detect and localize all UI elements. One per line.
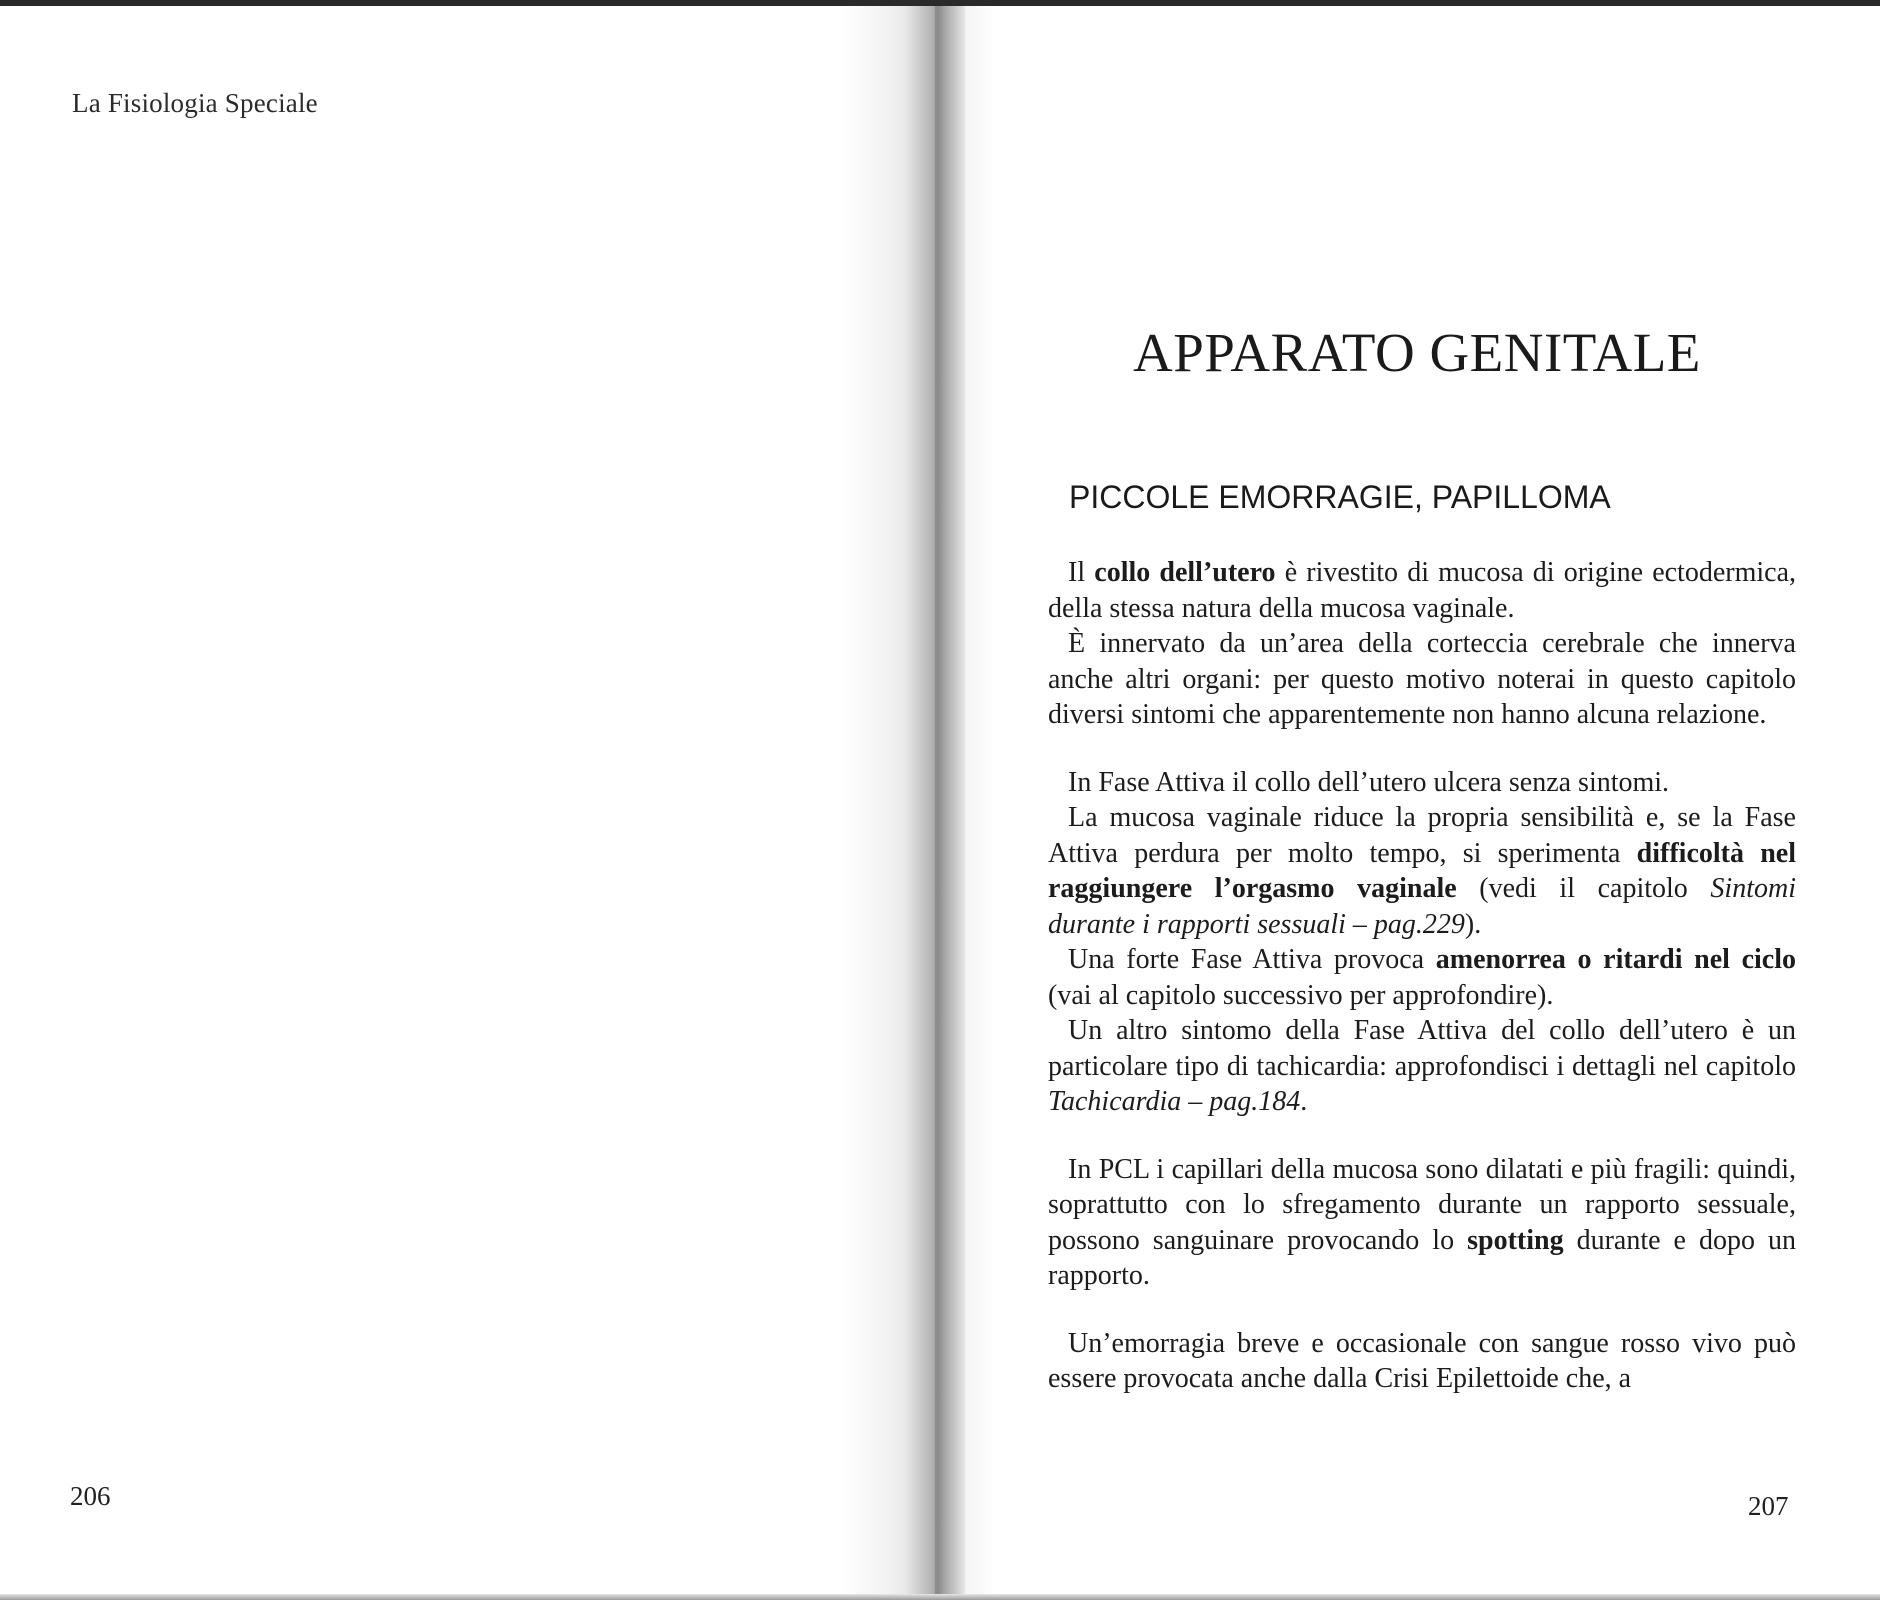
paragraph-2: È innervato da un’area della corteccia cerebrale che innerva anche altri organi: per questo motivo noterai in questo capitolo diversi sintomi che apparentemente non hanno alcuna relazione. [1048,628,1796,730]
page-bottom-edge [0,1594,1880,1600]
paragraph-8: Un’emorragia breve e occasionale con sangue rosso vivo può essere provocata anche dalla Crisi Epilettoide che, a [1048,1327,1796,1394]
text-run: In PCL i capillari della mucosa sono dilatati e più fragili: quindi, soprattutto con lo sfregamento durante un rapporto sessuale, possono sanguinare provocando lo [1048,1153,1796,1256]
text-run: (vai al capitolo successivo per approfondire). [1048,979,1554,1011]
book-spread [0,6,1880,1600]
bold-term: amenorrea o ritardi nel ciclo [1435,944,1796,975]
paragraph-3: In Fase Attiva il collo dell’utero ulcera senza sintomi. [1068,766,1670,798]
text-run: Un altro sintomo della Fase Attiva del collo dell’utero è un particolare tipo di tachicardia: approfondisci i dettagli nel capitolo [1048,1015,1796,1082]
bold-term: collo dell’utero [1094,557,1276,588]
left-page [0,6,935,1600]
section-title: PICCOLE EMORRAGIE, PAPILLOMA [1069,479,1611,515]
text-run: durante e dopo un rapporto. [1048,1224,1796,1291]
cross-reference: Sintomi durante i rapporti sessuali – pag.229 [1048,873,1796,940]
body-text [1048,555,1796,1397]
paragraph-5 [1048,942,1796,1013]
running-head: La Fisiologia Speciale [72,88,318,118]
text-run: La mucosa vaginale riduce la propria sensibilità e, se la Fase Attiva perdura per molto tempo, si sperimenta [1048,802,1796,869]
text-run: Il [1068,557,1095,588]
paragraph-1 [1048,555,1796,626]
text-run: Una forte Fase Attiva provoca [1068,944,1436,975]
paragraph-6 [1048,1013,1796,1120]
bold-term: difficoltà nel raggiungere l’orgasmo vaginale [1048,837,1796,904]
text-run: . [1300,1086,1308,1117]
bold-term: spotting [1467,1224,1564,1256]
text-run: (vedi il capitolo [1456,873,1711,904]
paragraph-4 [1048,800,1796,942]
paragraph-7 [1048,1152,1796,1294]
book-gutter-shadow [905,6,965,1600]
chapter-title: APPARATO GENITALE [1133,322,1701,383]
page-number-left: 206 [70,1481,111,1511]
page-number-right: 207 [1748,1491,1789,1521]
text-run: ). [1464,908,1482,940]
cross-reference: Tachicardia – pag.184 [1048,1086,1301,1117]
text-run: è rivestito di mucosa di origine ectodermica, della stessa natura della mucosa vaginale. [1048,557,1796,624]
